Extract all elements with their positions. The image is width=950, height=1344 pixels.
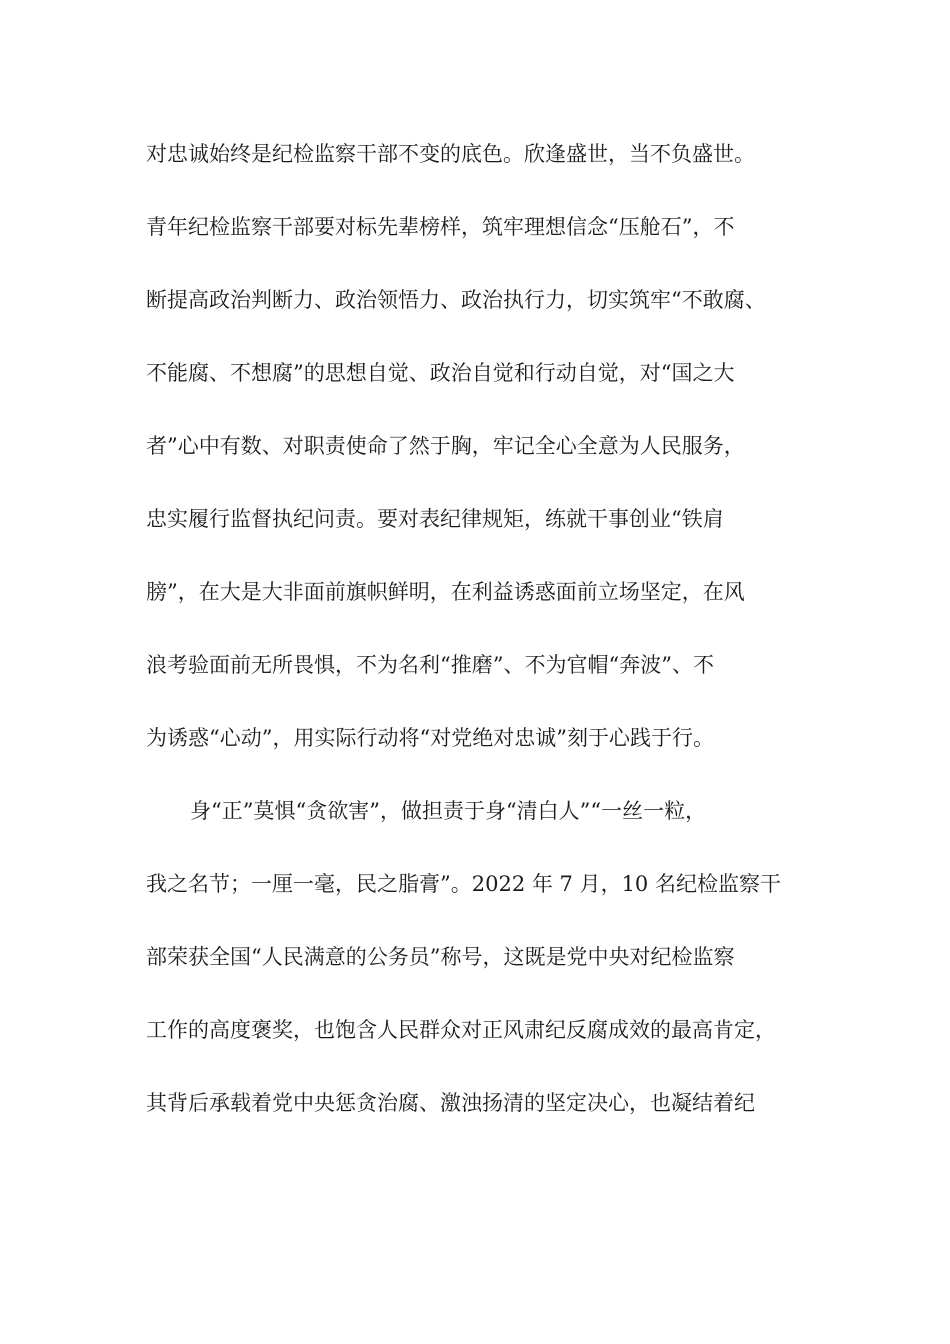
text-line-7: 膀”，在大是大非面前旗帜鲜明，在利益诱惑面前立场坚定，在风 — [146, 580, 745, 604]
text-line-4: 不能腐、不想腐”的思想自觉、政治自觉和行动自觉，对“国之大 — [146, 361, 735, 385]
text-line-2: 青年纪检监察干部要对标先辈榜样，筑牢理想信念“压舱石”，不 — [146, 215, 735, 239]
text-line-10: 身“正”莫惧“贪欲害”，做担责于身“清白人”“一丝一粒， — [190, 799, 707, 823]
text-line-1: 对忠诚始终是纪检监察干部不变的底色。欣逢盛世，当不负盛世。 — [146, 142, 755, 166]
text-line-11: 我之名节；一厘一毫，民之脂膏”。2022 年 7 月，10 名纪检监察干 — [146, 872, 781, 896]
text-line-13: 工作的高度褒奖，也饱含人民群众对正风肃纪反腐成效的最高肯定， — [146, 1018, 776, 1042]
text-line-12: 部荣获全国“人民满意的公务员”称号，这既是党中央对纪检监察 — [146, 945, 735, 969]
text-line-9: 为诱惑“心动”，用实际行动将“对党绝对忠诚”刻于心践于行。 — [146, 726, 714, 750]
text-line-3: 断提高政治判断力、政治领悟力、政治执行力，切实筑牢“不敢腐、 — [146, 288, 766, 312]
text-line-8: 浪考验面前无所畏惧，不为名利“推磨”、不为官帽“奔波”、不 — [146, 653, 714, 677]
text-line-5: 者”心中有数、对职责使命了然于胸，牢记全心全意为人民服务， — [146, 434, 745, 458]
text-line-6: 忠实履行监督执纪问责。要对表纪律规矩，练就干事创业“铁肩 — [146, 507, 724, 531]
text-line-14: 其背后承载着党中央惩贪治腐、激浊扬清的坚定决心，也凝结着纪 — [146, 1091, 755, 1115]
